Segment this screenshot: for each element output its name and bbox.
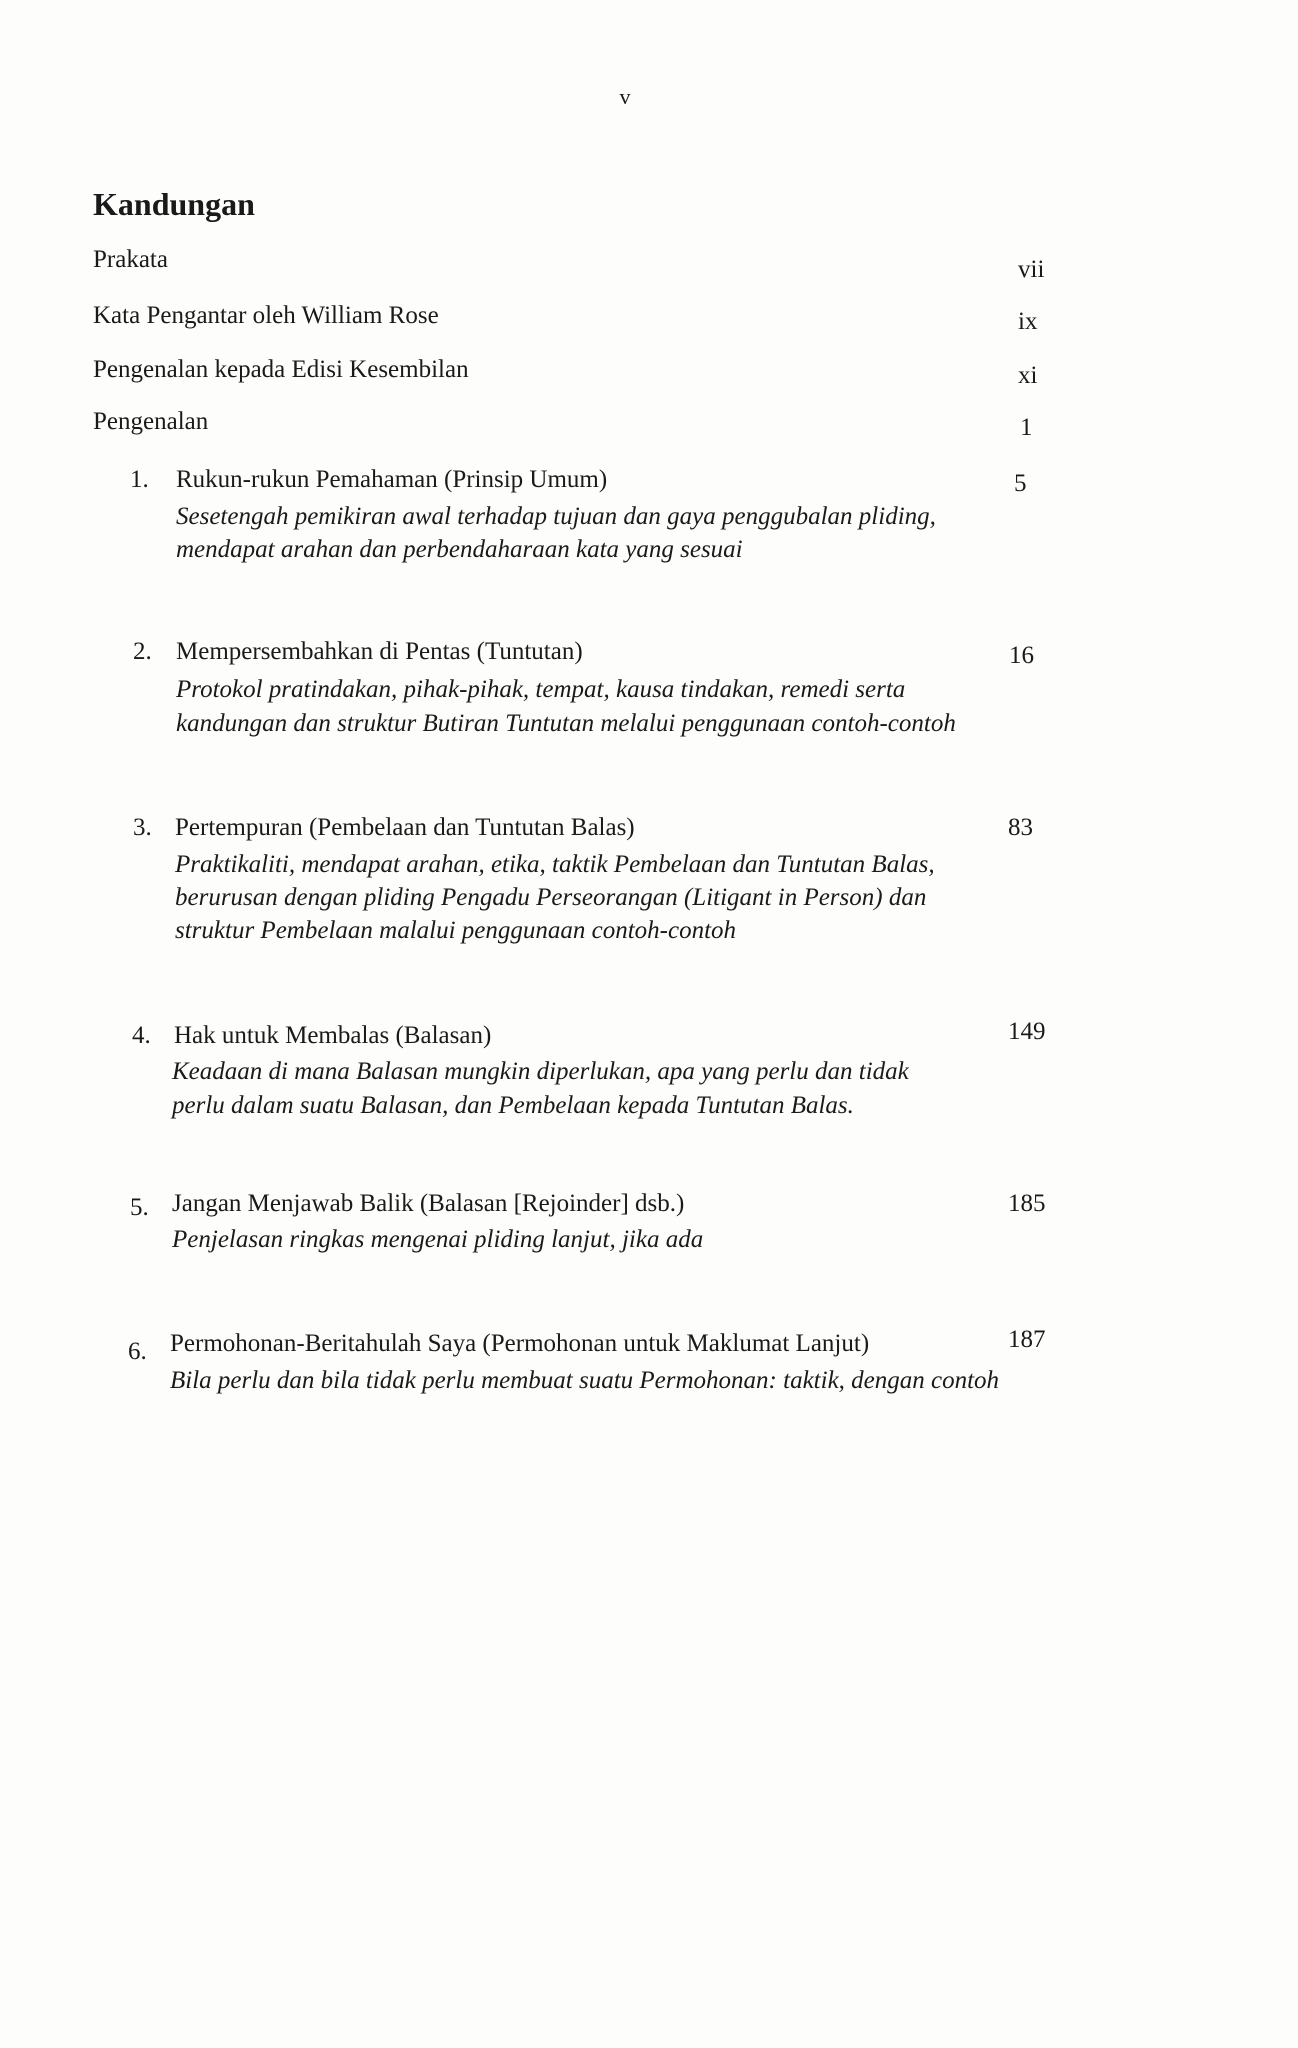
chapter-description-line: Penjelasan ringkas mengenai pliding lanjut, jika ada bbox=[172, 1226, 704, 1253]
chapter-description-line: struktur Pembelaan malalui penggunaan contoh-contoh bbox=[175, 917, 737, 944]
chapter-description-line: Keadaan di mana Balasan mungkin diperlukan, apa yang perlu dan tidak bbox=[172, 1058, 909, 1085]
chapter-title: Rukun-rukun Pemahaman (Prinsip Umum) bbox=[176, 466, 608, 493]
front-matter-title: Pengenalan kepada Edisi Kesembilan bbox=[93, 356, 469, 383]
chapter-page: 83 bbox=[1008, 814, 1033, 841]
chapter-page: 5 bbox=[1014, 470, 1027, 497]
chapter-number: 4. bbox=[132, 1022, 151, 1049]
front-matter-page: 1 bbox=[1020, 414, 1033, 441]
front-matter-page: ix bbox=[1018, 308, 1038, 335]
chapter-page: 187 bbox=[1008, 1326, 1046, 1353]
front-matter-page: vii bbox=[1018, 256, 1045, 283]
front-matter-title: Kata Pengantar oleh William Rose bbox=[93, 302, 439, 329]
contents-heading: Kandungan bbox=[93, 186, 255, 222]
chapter-title: Permohonan-Beritahulah Saya (Permohonan untuk Maklumat Lanjut) bbox=[170, 1330, 870, 1357]
chapter-number: 5. bbox=[130, 1194, 149, 1221]
chapter-title: Pertempuran (Pembelaan dan Tuntutan Balas) bbox=[175, 814, 635, 841]
chapter-description-line: berurusan dengan pliding Pengadu Perseorangan (Litigant in Person) dan bbox=[175, 884, 927, 911]
chapter-title: Hak untuk Membalas (Balasan) bbox=[174, 1022, 492, 1049]
chapter-page: 149 bbox=[1008, 1018, 1046, 1045]
chapter-title: Jangan Menjawab Balik (Balasan [Rejoinder] dsb.) bbox=[172, 1190, 685, 1217]
chapter-number: 6. bbox=[128, 1338, 147, 1365]
chapter-page: 185 bbox=[1008, 1190, 1046, 1217]
chapter-number: 3. bbox=[133, 814, 152, 841]
front-matter-page: xi bbox=[1018, 362, 1038, 389]
chapter-page: 16 bbox=[1009, 642, 1034, 669]
chapter-number: 1. bbox=[130, 466, 149, 493]
chapter-description-line: Sesetengah pemikiran awal terhadap tujuan dan gaya penggubalan pliding, bbox=[176, 503, 936, 530]
chapter-description-line: Bila perlu dan bila tidak perlu membuat suatu Permohonan: taktik, dengan contoh bbox=[170, 1367, 1000, 1394]
front-matter-title: Prakata bbox=[93, 246, 168, 273]
chapter-description-line: Praktikaliti, mendapat arahan, etika, taktik Pembelaan dan Tuntutan Balas, bbox=[175, 851, 935, 878]
chapter-description-line: kandungan dan struktur Butiran Tuntutan melalui penggunaan contoh-contoh bbox=[176, 710, 956, 737]
chapter-description-line: perlu dalam suatu Balasan, dan Pembelaan kepada Tuntutan Balas. bbox=[172, 1092, 854, 1119]
chapter-title: Mempersembahkan di Pentas (Tuntutan) bbox=[176, 638, 583, 665]
front-matter-title: Pengenalan bbox=[93, 408, 209, 435]
chapter-number: 2. bbox=[133, 638, 152, 665]
chapter-description-line: Protokol pratindakan, pihak-pihak, tempat, kausa tindakan, remedi serta bbox=[176, 676, 906, 703]
page-number: v bbox=[619, 84, 631, 109]
chapter-description-line: mendapat arahan dan perbendaharaan kata yang sesuai bbox=[176, 536, 743, 563]
